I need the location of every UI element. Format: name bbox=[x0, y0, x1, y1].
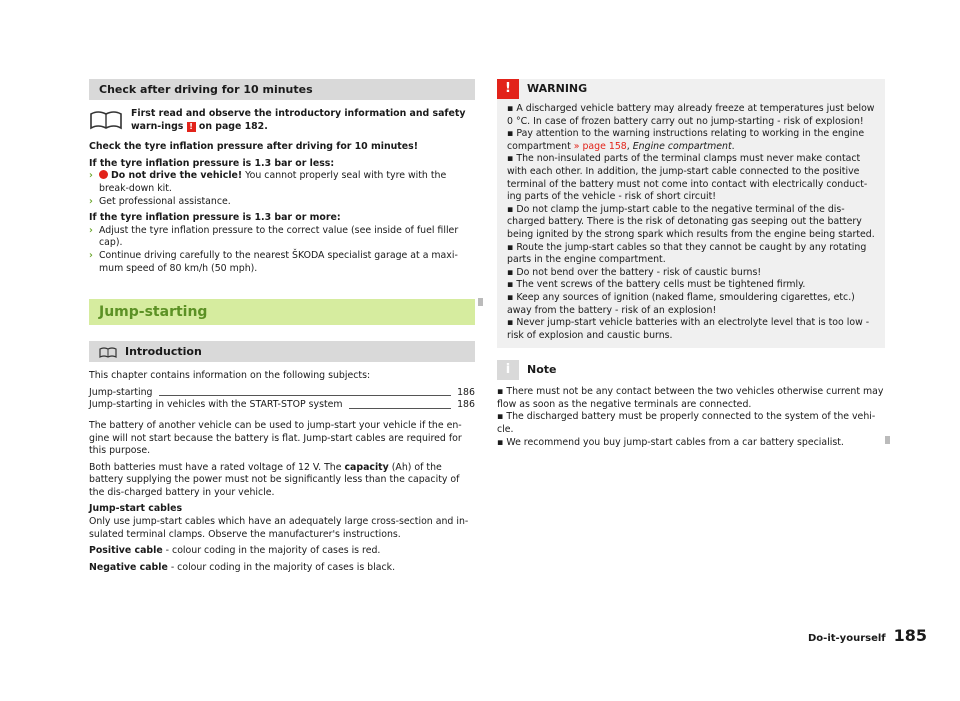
note-body bbox=[497, 380, 885, 449]
jump-starting-title: Jump-starting bbox=[89, 299, 475, 325]
list-item: ▪ The non-insulated parts of the terminal clamps must never make contact with each other. In addition, the jump-start cable connected to the positive terminal of the battery must not come into contact with electrically conduct-ing parts of the vehicle - risk of short circuit! bbox=[507, 153, 868, 203]
paragraph: Negative cable - colour coding in the majority of cases is black. bbox=[89, 561, 396, 573]
section-end-marker bbox=[478, 298, 483, 306]
arrow-icon: › bbox=[89, 249, 93, 261]
paragraph: Positive cable - colour coding in the majority of cases is red. bbox=[89, 545, 381, 557]
right-column bbox=[497, 79, 885, 449]
warning-box bbox=[497, 79, 885, 348]
arrow-icon: › bbox=[89, 170, 93, 182]
paragraph: Only use jump-start cables which have an adequately large cross-section and in-sulated terminal clamps. Observe the manufacturer's instructions. bbox=[89, 516, 469, 540]
left-column bbox=[89, 79, 475, 574]
toc-entry[interactable]: Jump-starting in vehicles with the START-STOP system 186 bbox=[89, 399, 475, 411]
paragraph: Both batteries must have a rated voltage of 12 V. The capacity (Ah) of the battery supplying the power must not be significantly less than the capacity of the dis-charged battery in your vehicle. bbox=[89, 461, 460, 498]
warning-icon: ! bbox=[497, 79, 519, 99]
page-footer bbox=[808, 626, 927, 645]
arrow-icon: › bbox=[89, 224, 93, 236]
page-link[interactable]: » page 158 bbox=[573, 140, 627, 152]
introduction-title: Introduction bbox=[125, 345, 202, 359]
less-heading: If the tyre inflation pressure is 1.3 bar or less: bbox=[89, 157, 335, 169]
cables-heading: Jump-start cables bbox=[89, 503, 183, 515]
list-item: ▪ Route the jump-start cables so that they cannot be caught by any rotating parts in the engine compartment. bbox=[507, 241, 867, 266]
list-item: › Adjust the tyre inflation pressure to the correct value (see inside of fuel filler cap). bbox=[89, 224, 459, 249]
list-item: › Do not drive the vehicle! You cannot properly seal with tyre with the break-down kit. bbox=[89, 170, 447, 194]
section-end-marker bbox=[885, 436, 890, 444]
book-icon bbox=[89, 108, 123, 130]
list-item: › Get professional assistance. bbox=[89, 195, 231, 207]
list-item: ▪ Never jump-start vehicle batteries with an electrolyte level that is too low - risk of explosion and caustic burns. bbox=[507, 317, 870, 341]
check-section-title: Check after driving for 10 minutes bbox=[89, 79, 475, 100]
list-item: ▪ Do not bend over the battery - risk of caustic burns! bbox=[507, 266, 762, 278]
footer-section: Do-it-yourself bbox=[808, 633, 886, 644]
list-item: ▪ The discharged battery must be properly connected to the system of the vehi-cle. bbox=[497, 411, 876, 436]
warning-icon: ! bbox=[187, 122, 196, 132]
book-icon bbox=[99, 346, 117, 358]
read-first-text: First read and observe the introductory information and safety warn-ings ! on page 182. bbox=[131, 108, 466, 132]
note-title: Note bbox=[527, 362, 557, 376]
list-item: › Continue driving carefully to the nearest ŠKODA specialist garage at a maxi-mum speed of 80 km/h (50 mph). bbox=[89, 249, 458, 274]
list-item: ▪ We recommend you buy jump-start cables from a car battery specialist. bbox=[497, 436, 844, 448]
warning-title: WARNING bbox=[527, 81, 588, 95]
toc-entry[interactable]: Jump-starting 186 bbox=[89, 386, 475, 398]
arrow-icon: › bbox=[89, 195, 93, 207]
page-number: 185 bbox=[893, 626, 928, 645]
list-item: ▪ The vent screws of the battery cells must be tightened firmly. bbox=[507, 279, 806, 291]
list-item: ▪ A discharged vehicle battery may already freeze at temperatures just below 0 °C. In case of frozen battery carry out no jump-starting - risk of explosion! bbox=[507, 103, 875, 127]
list-item: ▪ Keep any sources of ignition (naked flame, smouldering cigarettes, etc.) away from the battery - risk of an explosion! bbox=[507, 291, 855, 316]
check-heading: Check the tyre inflation pressure after driving for 10 minutes! bbox=[89, 141, 418, 153]
read-first-notice bbox=[89, 108, 475, 133]
introduction-bar bbox=[89, 341, 475, 362]
intro-text: This chapter contains information on the following subjects: bbox=[89, 370, 371, 382]
paragraph: The battery of another vehicle can be used to jump-start your vehicle if the en-gine will not start because the battery is flat. Jump-start cables are required for this purpose. bbox=[89, 419, 462, 457]
more-heading: If the tyre inflation pressure is 1.3 bar or more: bbox=[89, 212, 341, 224]
list-item: ▪ Do not clamp the jump-start cable to the negative terminal of the dis-charged battery. There is the risk of detonating gas seeping out the battery being ignited by the strong spark which results from the engine being started. bbox=[507, 203, 875, 240]
list-item: ▪ Pay attention to the warning instructions relating to working in the engine compartment » page 158, Engine compartment. bbox=[507, 128, 865, 152]
info-icon: i bbox=[497, 360, 519, 380]
no-drive-icon bbox=[99, 170, 108, 179]
list-item: ▪ There must not be any contact between the two vehicles otherwise current may flow as soon as the negative terminals are connected. bbox=[497, 386, 884, 410]
